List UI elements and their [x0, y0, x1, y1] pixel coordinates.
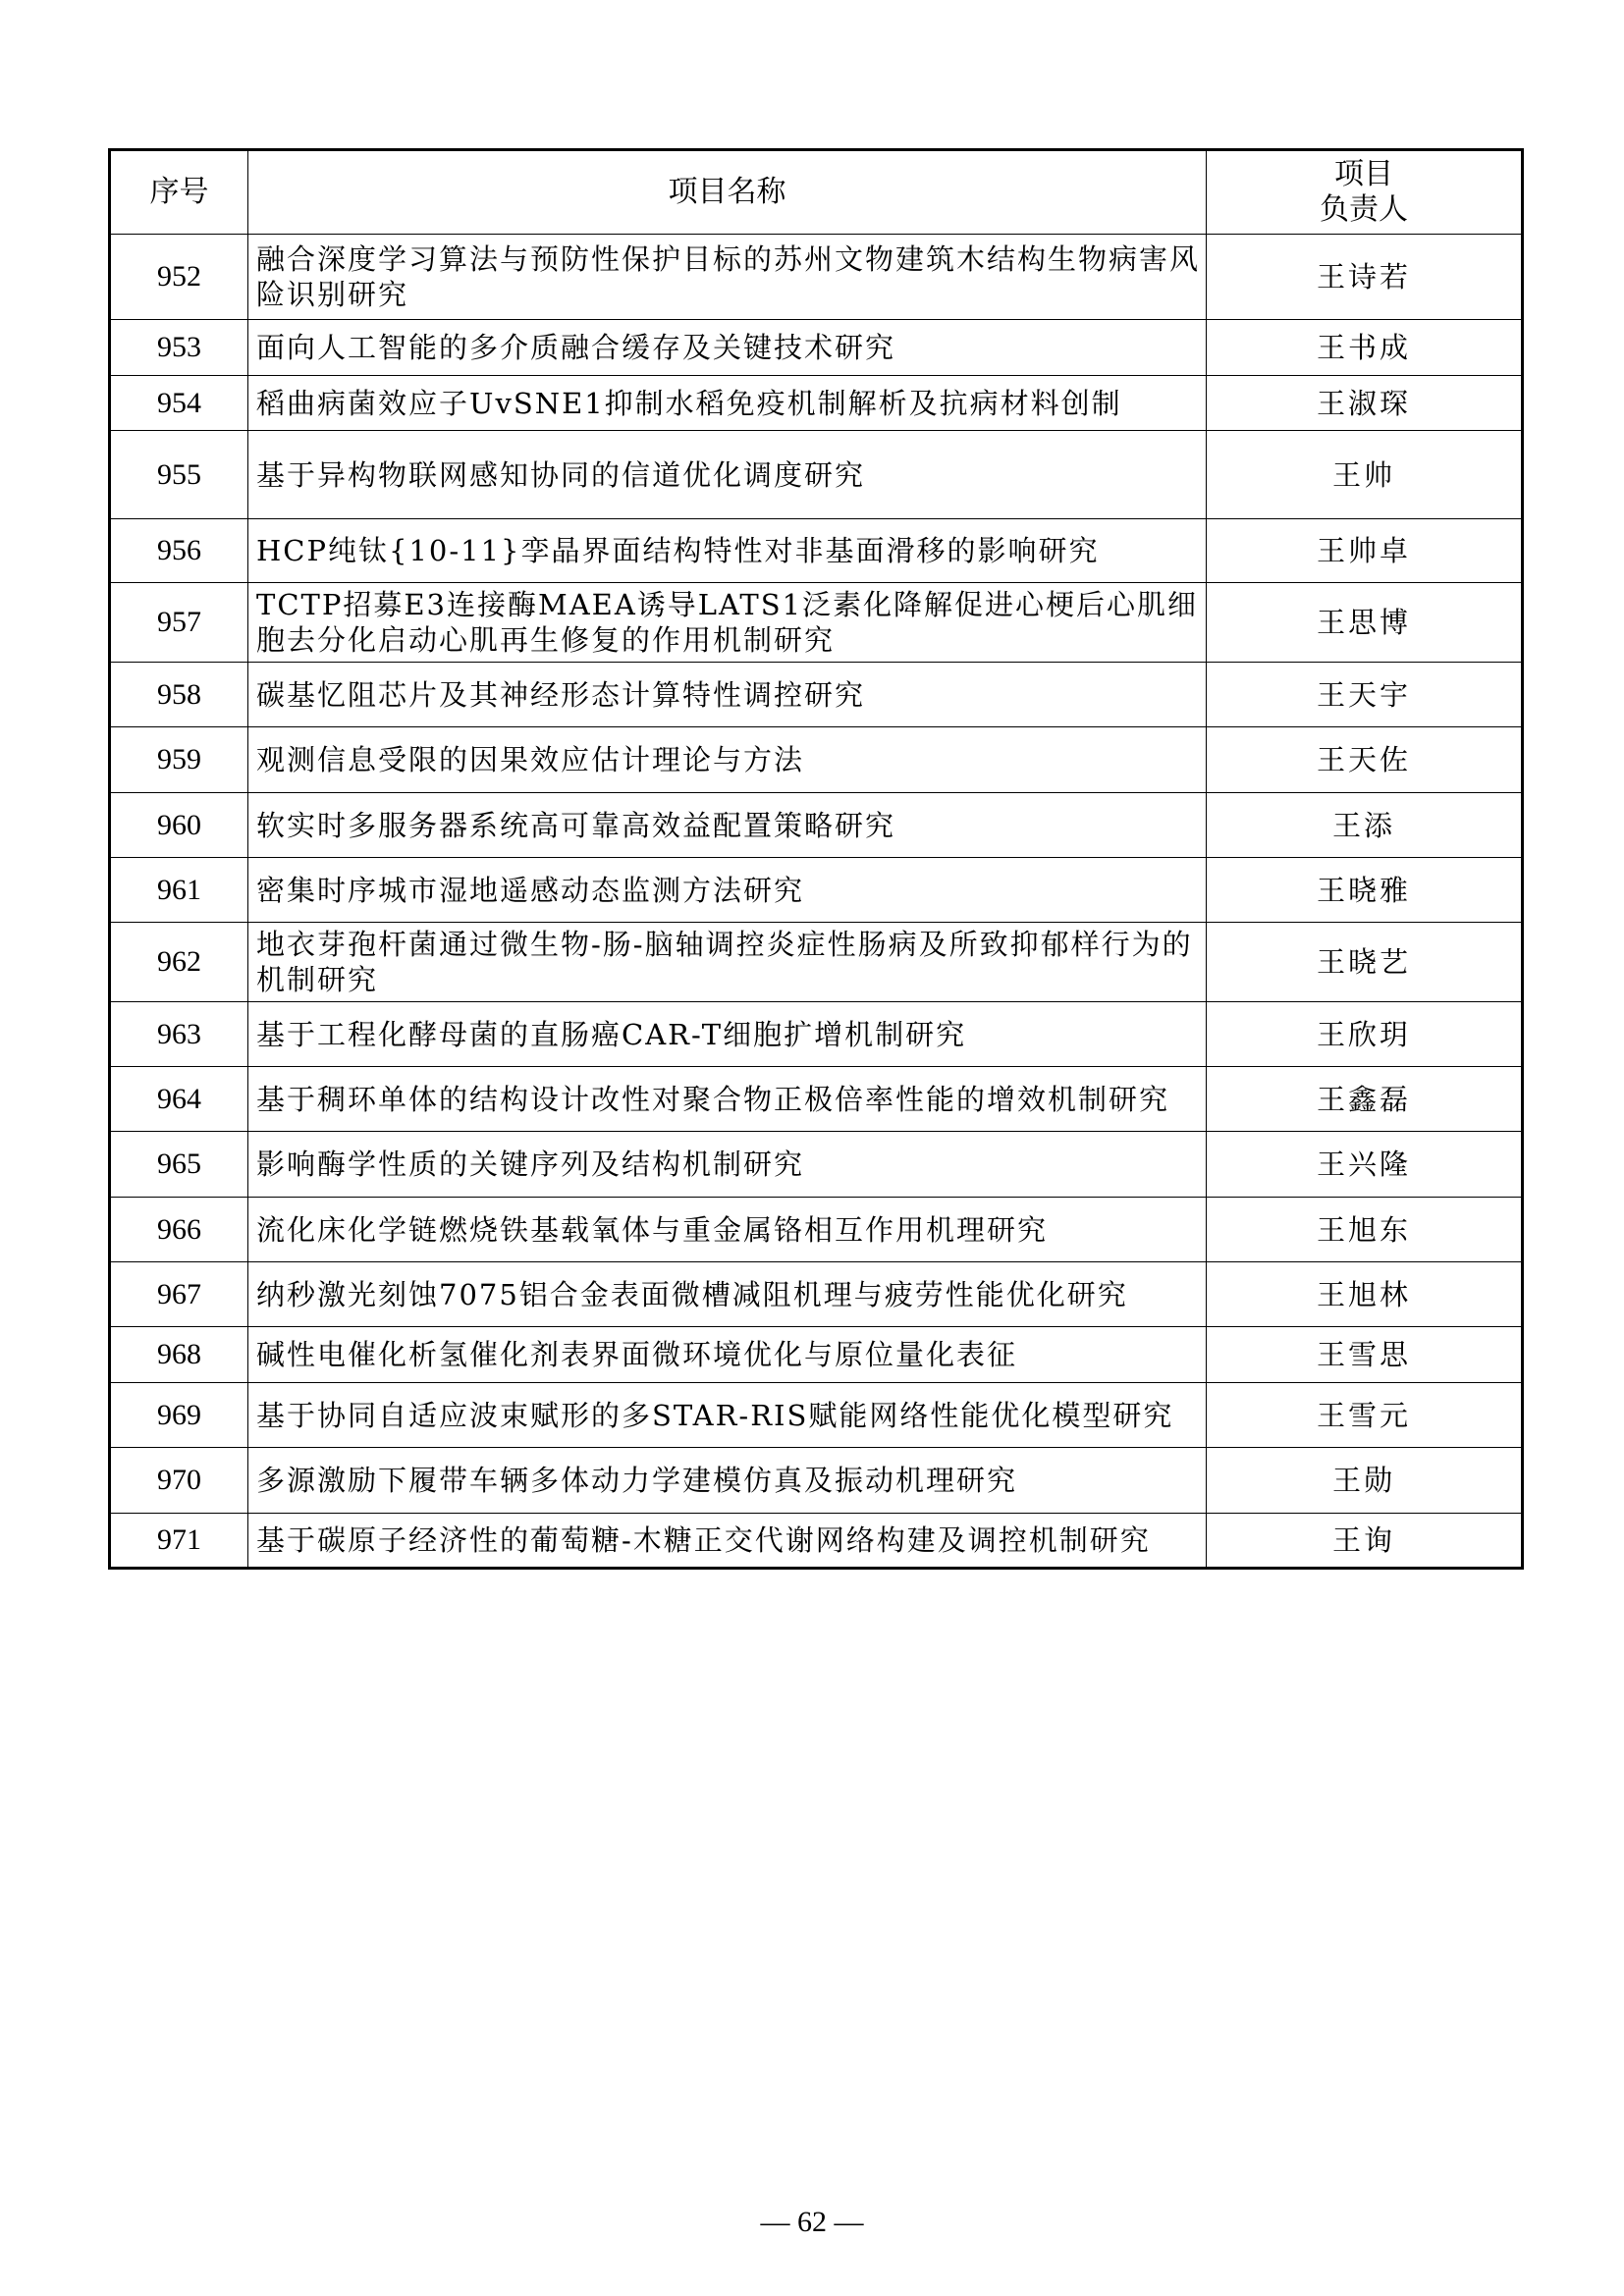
row-project-lead: 王淑琛 — [1207, 376, 1523, 431]
row-serial-number: 970 — [110, 1448, 248, 1514]
row-serial-number: 959 — [110, 727, 248, 793]
table-row — [110, 727, 1523, 793]
table-row — [110, 431, 1523, 519]
row-project-name: 基于碳原子经济性的葡萄糖-木糖正交代谢网络构建及调控机制研究 — [248, 1514, 1207, 1569]
row-project-name: 融合深度学习算法与预防性保护目标的苏州文物建筑木结构生物病害风险识别研究 — [248, 235, 1207, 320]
table-row — [110, 1262, 1523, 1327]
header-project-lead-line2: 负责人 — [1320, 192, 1408, 227]
row-project-name: 基于异构物联网感知协同的信道优化调度研究 — [248, 431, 1207, 519]
row-project-lead: 王天宇 — [1207, 663, 1523, 727]
row-project-name: HCP纯钛{10-11}孪晶界面结构特性对非基面滑移的影响研究 — [248, 519, 1207, 583]
row-project-lead: 王思博 — [1207, 583, 1523, 663]
row-project-lead: 王旭东 — [1207, 1198, 1523, 1262]
project-table — [108, 148, 1524, 1570]
row-serial-number: 957 — [110, 583, 248, 663]
row-serial-number: 962 — [110, 923, 248, 1002]
table-row — [110, 1132, 1523, 1198]
header-project-name: 项目名称 — [248, 150, 1207, 235]
table-row — [110, 1067, 1523, 1132]
row-project-name: 观测信息受限的因果效应估计理论与方法 — [248, 727, 1207, 793]
table-row — [110, 1002, 1523, 1067]
row-serial-number: 958 — [110, 663, 248, 727]
row-project-lead: 王鑫磊 — [1207, 1067, 1523, 1132]
row-serial-number: 960 — [110, 793, 248, 858]
table-row — [110, 1383, 1523, 1448]
row-project-name: 纳秒激光刻蚀7075铝合金表面微槽减阻机理与疲劳性能优化研究 — [248, 1262, 1207, 1327]
row-project-name: 碳基忆阻芯片及其神经形态计算特性调控研究 — [248, 663, 1207, 727]
table-row — [110, 320, 1523, 376]
row-serial-number: 966 — [110, 1198, 248, 1262]
row-project-lead: 王诗若 — [1207, 235, 1523, 320]
header-serial-number: 序号 — [110, 150, 248, 235]
row-serial-number: 961 — [110, 858, 248, 923]
row-project-lead: 王询 — [1207, 1514, 1523, 1569]
table-row — [110, 793, 1523, 858]
row-project-name: 软实时多服务器系统高可靠高效益配置策略研究 — [248, 793, 1207, 858]
row-serial-number: 955 — [110, 431, 248, 519]
row-project-lead: 王书成 — [1207, 320, 1523, 376]
row-project-name: 基于协同自适应波束赋形的多STAR-RIS赋能网络性能优化模型研究 — [248, 1383, 1207, 1448]
row-serial-number: 954 — [110, 376, 248, 431]
row-serial-number: 971 — [110, 1514, 248, 1569]
row-project-name: 基于稠环单体的结构设计改性对聚合物正极倍率性能的增效机制研究 — [248, 1067, 1207, 1132]
row-project-name: 密集时序城市湿地遥感动态监测方法研究 — [248, 858, 1207, 923]
table-row — [110, 235, 1523, 320]
page-number: — 62 — — [760, 2206, 864, 2238]
row-project-name: 面向人工智能的多介质融合缓存及关键技术研究 — [248, 320, 1207, 376]
row-project-lead: 王兴隆 — [1207, 1132, 1523, 1198]
table-row — [110, 519, 1523, 583]
table-row — [110, 923, 1523, 1002]
row-serial-number: 956 — [110, 519, 248, 583]
table-header-row — [110, 150, 1523, 235]
row-serial-number: 967 — [110, 1262, 248, 1327]
table-row — [110, 583, 1523, 663]
table-row — [110, 858, 1523, 923]
row-project-lead: 王添 — [1207, 793, 1523, 858]
row-project-name: 地衣芽孢杆菌通过微生物-肠-脑轴调控炎症性肠病及所致抑郁样行为的机制研究 — [248, 923, 1207, 1002]
row-project-lead: 王帅 — [1207, 431, 1523, 519]
row-project-lead: 王雪元 — [1207, 1383, 1523, 1448]
row-serial-number: 953 — [110, 320, 248, 376]
row-serial-number: 968 — [110, 1327, 248, 1383]
row-serial-number: 964 — [110, 1067, 248, 1132]
row-project-lead: 王勋 — [1207, 1448, 1523, 1514]
row-project-name: 影响酶学性质的关键序列及结构机制研究 — [248, 1132, 1207, 1198]
table-row — [110, 376, 1523, 431]
table-row — [110, 1198, 1523, 1262]
row-project-lead: 王晓艺 — [1207, 923, 1523, 1002]
row-project-lead: 王晓雅 — [1207, 858, 1523, 923]
table-row — [110, 663, 1523, 727]
row-serial-number: 965 — [110, 1132, 248, 1198]
row-project-name: TCTP招募E3连接酶MAEA诱导LATS1泛素化降解促进心梗后心肌细胞去分化启动心肌再生修复的作用机制研究 — [248, 583, 1207, 663]
row-project-lead: 王帅卓 — [1207, 519, 1523, 583]
table-row — [110, 1327, 1523, 1383]
row-project-lead: 王雪思 — [1207, 1327, 1523, 1383]
row-serial-number: 963 — [110, 1002, 248, 1067]
row-project-lead: 王旭林 — [1207, 1262, 1523, 1327]
row-project-name: 碱性电催化析氢催化剂表界面微环境优化与原位量化表征 — [248, 1327, 1207, 1383]
row-project-name: 流化床化学链燃烧铁基载氧体与重金属铬相互作用机理研究 — [248, 1198, 1207, 1262]
table-row — [110, 1448, 1523, 1514]
row-project-name: 稻曲病菌效应子UvSNE1抑制水稻免疫机制解析及抗病材料创制 — [248, 376, 1207, 431]
row-serial-number: 969 — [110, 1383, 248, 1448]
row-project-lead: 王天佐 — [1207, 727, 1523, 793]
header-project-lead-line1: 项目 — [1334, 157, 1393, 191]
row-serial-number: 952 — [110, 235, 248, 320]
header-project-lead — [1207, 150, 1523, 235]
row-project-name: 多源激励下履带车辆多体动力学建模仿真及振动机理研究 — [248, 1448, 1207, 1514]
row-project-lead: 王欣玥 — [1207, 1002, 1523, 1067]
table-row — [110, 1514, 1523, 1569]
row-project-name: 基于工程化酵母菌的直肠癌CAR-T细胞扩增机制研究 — [248, 1002, 1207, 1067]
